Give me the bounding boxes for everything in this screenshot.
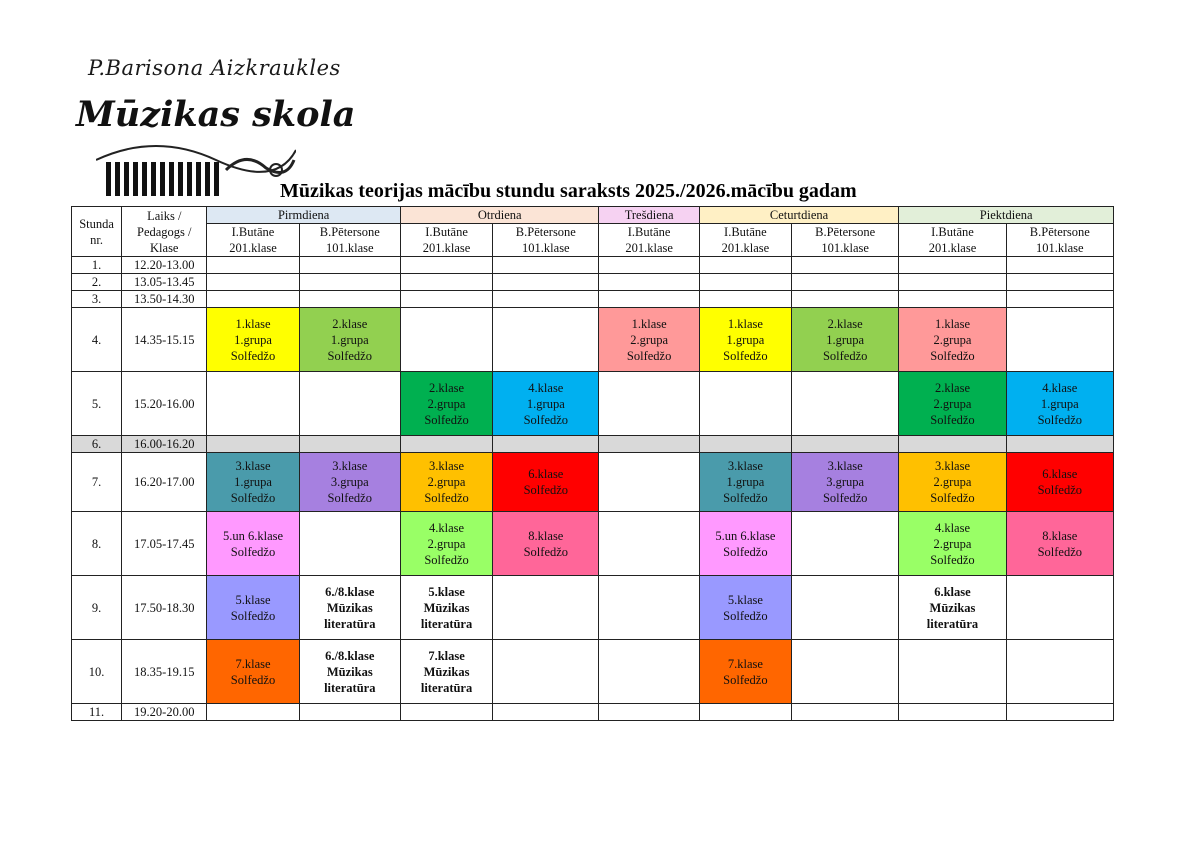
lesson-time: 15.20-16.00 (122, 372, 207, 436)
schedule-cell (899, 704, 1006, 721)
schedule-cell (493, 291, 599, 308)
schedule-cell (899, 640, 1006, 704)
schedule-cell (599, 257, 699, 274)
schedule-cell: 1.klase 2.grupa Solfedžo (599, 308, 699, 372)
schedule-cell (400, 704, 492, 721)
schedule-cell: 3.klase 2.grupa Solfedžo (400, 453, 492, 512)
schedule-cell (1006, 436, 1113, 453)
schedule-cell (599, 512, 699, 576)
schedule-cell: 1.klase 1.grupa Solfedžo (207, 308, 299, 372)
schedule-cell (1006, 291, 1113, 308)
lesson-time: 12.20-13.00 (122, 257, 207, 274)
logo-line-1: P.Barisona Aizkraukles (88, 56, 341, 80)
lesson-number: 5. (72, 372, 122, 436)
schedule-cell: 2.klase 2.grupa Solfedžo (899, 372, 1006, 436)
schedule-cell (792, 257, 899, 274)
schedule-cell: 7.klase Mūzikas literatūra (400, 640, 492, 704)
schedule-cell: 4.klase 1.grupa Solfedžo (493, 372, 599, 436)
schedule-cell: 3.klase 3.grupa Solfedžo (792, 453, 899, 512)
schedule-cell (493, 576, 599, 640)
schedule-cell (400, 436, 492, 453)
header-laiks: Laiks / Pedagogs / Klase (122, 207, 207, 257)
schedule-cell: 3.klase 1.grupa Solfedžo (207, 453, 299, 512)
day-header-2: Trešdiena (599, 207, 699, 224)
lesson-time: 16.20-17.00 (122, 453, 207, 512)
schedule-cell (299, 704, 400, 721)
schedule-cell (792, 704, 899, 721)
schedule-cell: 8.klase Solfedžo (493, 512, 599, 576)
page-title: Mūzikas teorijas mācību stundu saraksts 2025./2026.mācību gadam (280, 180, 857, 202)
teacher-header-4: I.Butāne 201.klase (599, 224, 699, 257)
schedule-cell (599, 453, 699, 512)
schedule-cell: 5.klase Mūzikas literatūra (400, 576, 492, 640)
schedule-cell (599, 274, 699, 291)
schedule-cell (792, 291, 899, 308)
schedule-cell (699, 274, 791, 291)
teacher-header-2: I.Butāne 201.klase (400, 224, 492, 257)
lesson-number: 4. (72, 308, 122, 372)
table-row (72, 291, 1114, 308)
schedule-cell (493, 274, 599, 291)
schedule-cell: 6./8.klase Mūzikas literatūra (299, 576, 400, 640)
schedule-cell: 1.klase 2.grupa Solfedžo (899, 308, 1006, 372)
schedule-cell (299, 291, 400, 308)
table-row (72, 308, 1114, 372)
schedule-cell (299, 512, 400, 576)
table-row (72, 257, 1114, 274)
teacher-header-0: I.Butāne 201.klase (207, 224, 299, 257)
lesson-time: 18.35-19.15 (122, 640, 207, 704)
day-header-4: Piektdiena (899, 207, 1114, 224)
lesson-time: 19.20-20.00 (122, 704, 207, 721)
lesson-time: 17.05-17.45 (122, 512, 207, 576)
schedule-cell (899, 436, 1006, 453)
schedule-cell (299, 274, 400, 291)
schedule-cell: 4.klase 1.grupa Solfedžo (1006, 372, 1113, 436)
schedule-cell (699, 704, 791, 721)
table-row (72, 704, 1114, 721)
schedule-cell (207, 436, 299, 453)
schedule-cell (792, 576, 899, 640)
schedule-cell: 3.klase 2.grupa Solfedžo (899, 453, 1006, 512)
teacher-header-3: B.Pētersone 101.klase (493, 224, 599, 257)
schedule-cell (792, 640, 899, 704)
schedule-cell (207, 274, 299, 291)
schedule-cell: 5.un 6.klase Solfedžo (207, 512, 299, 576)
school-logo (74, 52, 356, 200)
schedule-cell (207, 257, 299, 274)
schedule-cell (400, 274, 492, 291)
schedule-cell (207, 704, 299, 721)
schedule-cell: 6.klase Mūzikas literatūra (899, 576, 1006, 640)
schedule-cell: 6.klase Solfedžo (493, 453, 599, 512)
lesson-number: 6. (72, 436, 122, 453)
schedule-cell: 7.klase Solfedžo (207, 640, 299, 704)
schedule-cell (207, 372, 299, 436)
table-row (72, 576, 1114, 640)
header-stunda: Stunda nr. (72, 207, 122, 257)
schedule-cell: 5.klase Solfedžo (207, 576, 299, 640)
lesson-number: 11. (72, 704, 122, 721)
schedule-cell (792, 372, 899, 436)
teacher-header-1: B.Pētersone 101.klase (299, 224, 400, 257)
schedule-cell: 2.klase 1.grupa Solfedžo (299, 308, 400, 372)
lesson-time: 13.50-14.30 (122, 291, 207, 308)
lesson-number: 1. (72, 257, 122, 274)
schedule-cell (400, 257, 492, 274)
schedule-cell (699, 436, 791, 453)
table-row (72, 512, 1114, 576)
schedule-cell (792, 274, 899, 291)
lesson-number: 7. (72, 453, 122, 512)
schedule-cell (699, 291, 791, 308)
schedule-cell (1006, 704, 1113, 721)
lesson-number: 8. (72, 512, 122, 576)
schedule-cell (599, 704, 699, 721)
schedule-cell (599, 291, 699, 308)
lesson-time: 16.00-16.20 (122, 436, 207, 453)
schedule-cell: 5.klase Solfedžo (699, 576, 791, 640)
day-header-1: Otrdiena (400, 207, 599, 224)
schedule-cell (792, 436, 899, 453)
schedule-cell: 3.klase 3.grupa Solfedžo (299, 453, 400, 512)
schedule-cell: 2.klase 1.grupa Solfedžo (792, 308, 899, 372)
schedule-cell (400, 291, 492, 308)
lesson-number: 9. (72, 576, 122, 640)
schedule-cell: 4.klase 2.grupa Solfedžo (899, 512, 1006, 576)
schedule-cell: 5.un 6.klase Solfedžo (699, 512, 791, 576)
schedule-cell (599, 372, 699, 436)
schedule-cell (599, 436, 699, 453)
schedule-table (71, 206, 1114, 721)
schedule-cell: 6.klase Solfedžo (1006, 453, 1113, 512)
schedule-cell: 2.klase 2.grupa Solfedžo (400, 372, 492, 436)
schedule-cell (299, 257, 400, 274)
lesson-time: 14.35-15.15 (122, 308, 207, 372)
lesson-number: 10. (72, 640, 122, 704)
schedule-cell (299, 372, 400, 436)
lesson-number: 2. (72, 274, 122, 291)
schedule-cell (493, 436, 599, 453)
schedule-cell (1006, 576, 1113, 640)
schedule-cell: 3.klase 1.grupa Solfedžo (699, 453, 791, 512)
schedule-cell: 4.klase 2.grupa Solfedžo (400, 512, 492, 576)
lesson-number: 3. (72, 291, 122, 308)
schedule-cell (493, 704, 599, 721)
day-header-0: Pirmdiena (207, 207, 401, 224)
table-row (72, 453, 1114, 512)
piano-violin-icon (96, 140, 296, 200)
schedule-cell: 8.klase Solfedžo (1006, 512, 1113, 576)
table-row (72, 274, 1114, 291)
schedule-cell (899, 291, 1006, 308)
schedule-cell (1006, 257, 1113, 274)
schedule-cell: 7.klase Solfedžo (699, 640, 791, 704)
schedule-cell (699, 372, 791, 436)
teacher-header-6: B.Pētersone 101.klase (792, 224, 899, 257)
schedule-cell: 6./8.klase Mūzikas literatūra (299, 640, 400, 704)
schedule-cell (493, 308, 599, 372)
schedule-cell (1006, 308, 1113, 372)
lesson-time: 13.05-13.45 (122, 274, 207, 291)
schedule-cell (1006, 640, 1113, 704)
schedule-cell (493, 640, 599, 704)
table-row (72, 436, 1114, 453)
schedule-cell (493, 257, 599, 274)
table-row (72, 372, 1114, 436)
day-header-3: Ceturtdiena (699, 207, 899, 224)
table-row (72, 640, 1114, 704)
schedule-cell (699, 257, 791, 274)
teacher-header-8: B.Pētersone 101.klase (1006, 224, 1113, 257)
schedule-cell (299, 436, 400, 453)
teacher-header-7: I.Butāne 201.klase (899, 224, 1006, 257)
schedule-cell: 1.klase 1.grupa Solfedžo (699, 308, 791, 372)
schedule-cell (599, 576, 699, 640)
schedule-cell (899, 274, 1006, 291)
teacher-header-5: I.Butāne 201.klase (699, 224, 791, 257)
schedule-cell (1006, 274, 1113, 291)
schedule-cell (599, 640, 699, 704)
logo-line-2: Mūzikas skola (76, 94, 356, 135)
schedule-cell (207, 291, 299, 308)
schedule-cell (899, 257, 1006, 274)
lesson-time: 17.50-18.30 (122, 576, 207, 640)
schedule-cell (400, 308, 492, 372)
schedule-cell (792, 512, 899, 576)
